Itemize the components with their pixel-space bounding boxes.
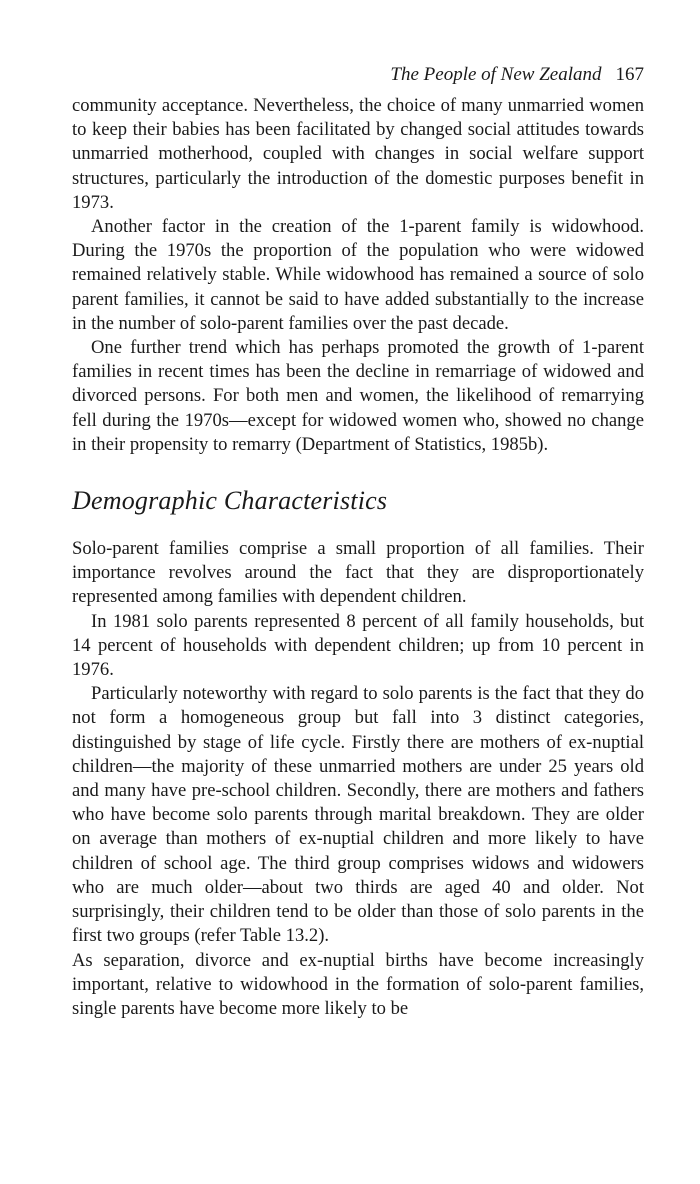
book-page bbox=[72, 62, 644, 1021]
page-number: 167 bbox=[615, 64, 644, 85]
paragraph-remarriage: One further trend which has perhaps promoted the growth of 1-parent families in recent times has been the decline in remarriage of widowed and divorced persons. For both men and women, the likelihood of remarrying fell during the 1970s—except for widowed women who, showed no change in their propensity to remarry (Department of Statistics, 1985b). bbox=[72, 337, 644, 455]
section-heading: Demographic Characteristics bbox=[72, 486, 388, 516]
paragraph-proportion: Solo-parent families comprise a small proportion of all families. Their importance revolves around the fact that they are disproportionately represented among families with dependent children. bbox=[72, 538, 644, 608]
paragraph-separation: As separation, divorce and ex-nuptial births have become increasingly important, relative to widowhood in the formation of solo-parent families, single parents have become more likely to be bbox=[72, 949, 644, 1019]
paragraph-1981-stats: In 1981 solo parents represented 8 percent of all family households, but 14 percent of households with dependent children; up from 10 percent in 1976. bbox=[72, 610, 644, 681]
paragraph-continued: community acceptance. Nevertheless, the choice of many unmarried women to keep their babies has been facilitated by changed social attitudes towards unmarried motherhood, coupled with changes in social welfare support structures, particularly the introduction of the domestic purposes benefit in 1973. bbox=[72, 95, 644, 213]
running-head bbox=[72, 62, 644, 88]
running-head-title: The People of New Zealand bbox=[390, 64, 602, 85]
paragraph-widowhood: Another factor in the creation of the 1-parent family is widowhood. During the 1970s the proportion of the population who were widowed remained relatively stable. While widowhood has remained a source of solo parent families, it cannot be said to have added substantially to the increase in the number of solo-parent families over the past decade. bbox=[72, 216, 644, 334]
paragraph-categories: Particularly noteworthy with regard to solo parents is the fact that they do not form a homogeneous group but fall into 3 distinct categories, distinguished by stage of life cycle. Firstly there are mothers of ex-nuptial children—the majority of these unmarried mothers are under 25 years old and many have pre-school children. Secondly, there are mothers and fathers who have become solo parents through marital breakdown. They are older on average than mothers of ex-nuptial children and more likely to have children of school age. The third group comprises widows and widowers who are much older—about two thirds are aged 40 and older. Not surprisingly, their children tend to be older than those of solo parents in the first two groups (refer Table 13.2). bbox=[72, 683, 644, 947]
